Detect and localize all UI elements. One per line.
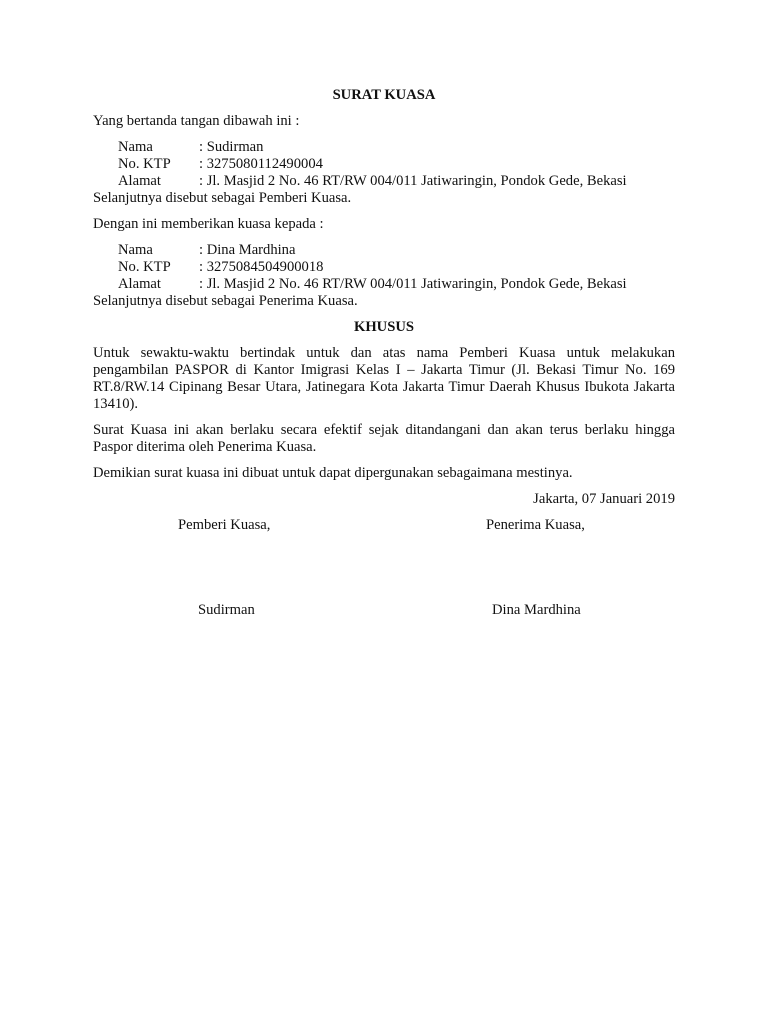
field-value: : 3275080112490004 [199, 156, 323, 172]
receiver-signature-label: Penerima Kuasa, [486, 517, 585, 533]
field-value: : Jl. Masjid 2 No. 46 RT/RW 004/011 Jatiwaringin, Pondok Gede, Bekasi [199, 173, 627, 189]
body-paragraph: Demikian surat kuasa ini dibuat untuk dapat dipergunakan sebagaimana mestinya. [93, 465, 573, 481]
field-value: : 3275084504900018 [199, 259, 324, 275]
field-label: Alamat [118, 276, 161, 292]
receiver-closing: Selanjutnya disebut sebagai Penerima Kuasa. [93, 293, 358, 309]
field-value: : Dina Mardhina [199, 242, 296, 258]
signature-labels [93, 517, 675, 534]
field-label: Nama [118, 139, 153, 155]
giver-signature-label: Pemberi Kuasa, [178, 517, 271, 533]
field-label: Alamat [118, 173, 161, 189]
place-date: Jakarta, 07 Januari 2019 [533, 491, 675, 507]
receiver-address-row [93, 276, 675, 293]
field-value: : Sudirman [199, 139, 264, 155]
giver-name-row [93, 139, 675, 156]
giver-signature-name: Sudirman [198, 602, 255, 618]
receiver-fields [93, 242, 675, 293]
giver-ktp-row [93, 156, 675, 173]
signature-names [93, 602, 675, 619]
giver-fields [93, 139, 675, 190]
document-title: SURAT KUASA [332, 87, 436, 103]
grant-intro-text: Dengan ini memberikan kuasa kepada : [93, 216, 324, 232]
giver-closing: Selanjutnya disebut sebagai Pemberi Kuasa. [93, 190, 352, 206]
body-paragraph: Untuk sewaktu-waktu bertindak untuk dan atas nama Pemberi Kuasa untuk melakukan pengambilan PASPOR di Kantor Imigrasi Kelas I – Jakarta Timur (Jl. Bekasi Timur No. 169 RT.8/RW.14 Cipinang Besar Utara, Jatinegara Kota Jakarta Timur Daerah Khusus Ibukota Jakarta 13410). [93, 345, 675, 412]
letter-page [93, 87, 675, 619]
receiver-ktp-row [93, 259, 675, 276]
field-value: : Jl. Masjid 2 No. 46 RT/RW 004/011 Jatiwaringin, Pondok Gede, Bekasi [199, 276, 627, 292]
field-label: No. KTP [118, 259, 171, 275]
field-label: No. KTP [118, 156, 171, 172]
field-label: Nama [118, 242, 153, 258]
body-paragraph: Surat Kuasa ini akan berlaku secara efektif sejak ditandangani dan akan terus berlaku hingga Paspor diterima oleh Penerima Kuasa. [93, 422, 675, 455]
section-title: KHUSUS [353, 319, 414, 335]
receiver-name-row [93, 242, 675, 259]
receiver-signature-name: Dina Mardhina [492, 602, 581, 618]
giver-address-row [93, 173, 675, 190]
intro-text: Yang bertanda tangan dibawah ini : [93, 113, 300, 129]
